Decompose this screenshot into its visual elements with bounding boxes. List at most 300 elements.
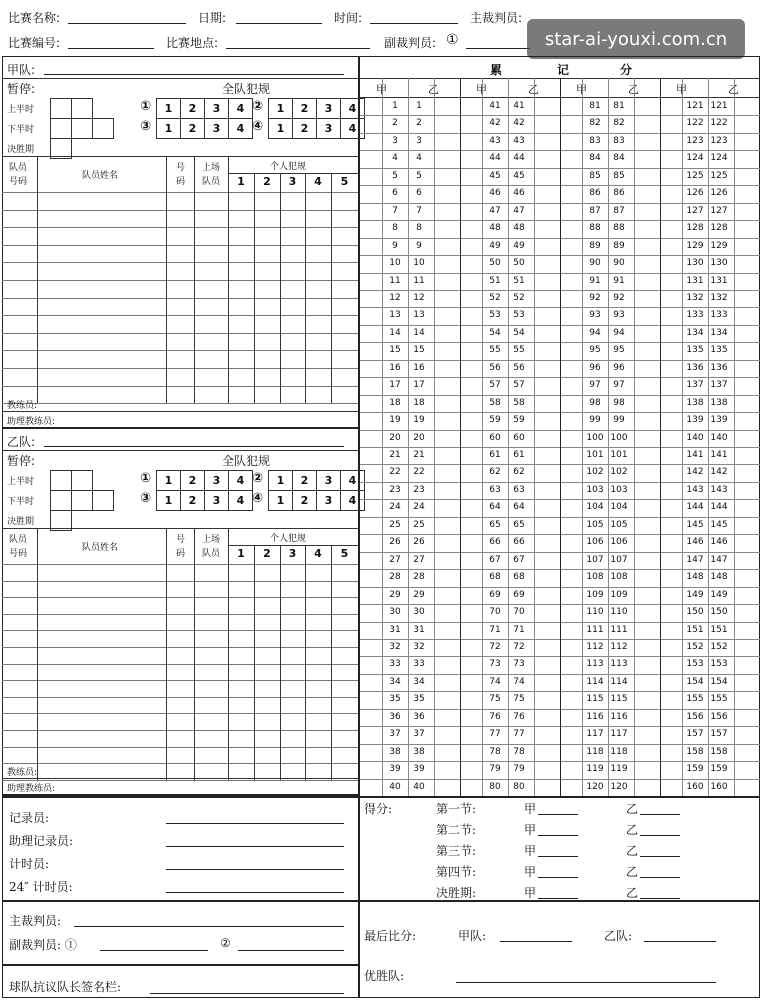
team_b-player-row[interactable] bbox=[2, 647, 358, 664]
team_a-team-foul-4-2[interactable]: 2 bbox=[292, 118, 317, 139]
team_a-timeout-box[interactable] bbox=[71, 98, 93, 119]
score-point-a-43[interactable]: 43 bbox=[489, 135, 501, 146]
score-point-a-64[interactable]: 64 bbox=[489, 502, 501, 513]
score-point-b-45[interactable]: 45 bbox=[513, 170, 525, 181]
score-point-a-115[interactable]: 115 bbox=[586, 694, 604, 705]
team_a-team-foul-3-3[interactable]: 3 bbox=[204, 118, 229, 139]
score-point-a-26[interactable]: 26 bbox=[389, 537, 401, 548]
score-point-a-15[interactable]: 15 bbox=[389, 345, 401, 356]
score-point-b-151[interactable]: 151 bbox=[710, 624, 728, 635]
team_a-team-foul-4-1[interactable]: 1 bbox=[268, 118, 293, 139]
score-point-a-14[interactable]: 14 bbox=[389, 327, 401, 338]
score-point-a-154[interactable]: 154 bbox=[686, 676, 704, 687]
score-point-b-12[interactable]: 12 bbox=[413, 292, 425, 303]
score-point-a-135[interactable]: 135 bbox=[686, 345, 704, 356]
score-point-b-72[interactable]: 72 bbox=[513, 641, 525, 652]
score-point-b-143[interactable]: 143 bbox=[710, 484, 728, 495]
score-point-a-148[interactable]: 148 bbox=[686, 572, 704, 583]
score-point-a-125[interactable]: 125 bbox=[686, 170, 704, 181]
team_b-timeout-box[interactable] bbox=[92, 490, 114, 511]
score-point-a-129[interactable]: 129 bbox=[686, 240, 704, 251]
score-point-a-63[interactable]: 63 bbox=[489, 484, 501, 495]
score-point-b-145[interactable]: 145 bbox=[710, 519, 728, 530]
score-point-b-40[interactable]: 40 bbox=[413, 781, 425, 792]
score-point-b-33[interactable]: 33 bbox=[413, 659, 425, 670]
scorer-field[interactable] bbox=[166, 823, 344, 824]
score-point-a-147[interactable]: 147 bbox=[686, 554, 704, 565]
team_b-team-foul-1-4[interactable]: 4 bbox=[228, 470, 253, 491]
score-point-a-111[interactable]: 111 bbox=[586, 624, 604, 635]
score-point-b-46[interactable]: 46 bbox=[513, 188, 525, 199]
location-field[interactable] bbox=[226, 48, 370, 49]
score-point-a-32[interactable]: 32 bbox=[389, 641, 401, 652]
score-point-b-44[interactable]: 44 bbox=[513, 153, 525, 164]
score-point-b-158[interactable]: 158 bbox=[710, 746, 728, 757]
score-point-a-131[interactable]: 131 bbox=[686, 275, 704, 286]
score-point-a-146[interactable]: 146 bbox=[686, 537, 704, 548]
team_b-team-foul-3-1[interactable]: 1 bbox=[156, 490, 181, 511]
score-point-a-55[interactable]: 55 bbox=[489, 345, 501, 356]
score-point-a-155[interactable]: 155 bbox=[686, 694, 704, 705]
score-point-a-90[interactable]: 90 bbox=[589, 258, 601, 269]
score-point-b-105[interactable]: 105 bbox=[610, 519, 628, 530]
score-point-a-9[interactable]: 9 bbox=[392, 240, 398, 251]
score-point-b-10[interactable]: 10 bbox=[413, 258, 425, 269]
score-point-b-111[interactable]: 111 bbox=[610, 624, 628, 635]
team_a-name-field[interactable] bbox=[44, 74, 344, 75]
score-point-a-134[interactable]: 134 bbox=[686, 327, 704, 338]
score-point-a-66[interactable]: 66 bbox=[489, 537, 501, 548]
score-point-a-25[interactable]: 25 bbox=[389, 519, 401, 530]
score-point-b-35[interactable]: 35 bbox=[413, 694, 425, 705]
umpire-1-field[interactable] bbox=[466, 48, 530, 49]
score-point-a-44[interactable]: 44 bbox=[489, 153, 501, 164]
team_b-team-foul-3-2[interactable]: 2 bbox=[180, 490, 205, 511]
score-point-a-158[interactable]: 158 bbox=[686, 746, 704, 757]
score-point-b-109[interactable]: 109 bbox=[610, 589, 628, 600]
score-point-a-47[interactable]: 47 bbox=[489, 205, 501, 216]
winner-field[interactable] bbox=[456, 982, 716, 983]
team_b-team-foul-2-3[interactable]: 3 bbox=[316, 470, 341, 491]
score-point-a-109[interactable]: 109 bbox=[586, 589, 604, 600]
score-point-b-149[interactable]: 149 bbox=[710, 589, 728, 600]
score-point-a-153[interactable]: 153 bbox=[686, 659, 704, 670]
score-point-a-68[interactable]: 68 bbox=[489, 572, 501, 583]
score-point-b-22[interactable]: 22 bbox=[413, 467, 425, 478]
score-point-b-98[interactable]: 98 bbox=[613, 397, 625, 408]
score-point-b-140[interactable]: 140 bbox=[710, 432, 728, 443]
protest-field[interactable] bbox=[150, 993, 344, 994]
score-point-b-153[interactable]: 153 bbox=[710, 659, 728, 670]
score-point-a-156[interactable]: 156 bbox=[686, 711, 704, 722]
score-point-b-62[interactable]: 62 bbox=[513, 467, 525, 478]
score-point-a-20[interactable]: 20 bbox=[389, 432, 401, 443]
score-point-b-118[interactable]: 118 bbox=[610, 746, 628, 757]
assistant-scorer-field[interactable] bbox=[166, 846, 344, 847]
score-point-b-36[interactable]: 36 bbox=[413, 711, 425, 722]
score-point-a-94[interactable]: 94 bbox=[589, 327, 601, 338]
score-point-b-26[interactable]: 26 bbox=[413, 537, 425, 548]
score-point-b-4[interactable]: 4 bbox=[416, 153, 422, 164]
score-point-b-92[interactable]: 92 bbox=[613, 292, 625, 303]
quarter-3-b-field[interactable] bbox=[640, 856, 680, 857]
team_a-player-row[interactable] bbox=[2, 333, 358, 351]
team_a-team-foul-2-1[interactable]: 1 bbox=[268, 98, 293, 119]
score-point-a-96[interactable]: 96 bbox=[589, 362, 601, 373]
score-point-a-136[interactable]: 136 bbox=[686, 362, 704, 373]
team_a-player-row[interactable] bbox=[2, 245, 358, 263]
score-point-b-87[interactable]: 87 bbox=[613, 205, 625, 216]
team_a-player-row[interactable] bbox=[2, 298, 358, 316]
score-point-b-103[interactable]: 103 bbox=[610, 484, 628, 495]
score-point-a-74[interactable]: 74 bbox=[489, 676, 501, 687]
score-point-b-20[interactable]: 20 bbox=[413, 432, 425, 443]
score-point-a-41[interactable]: 41 bbox=[489, 101, 501, 111]
score-point-a-30[interactable]: 30 bbox=[389, 607, 401, 618]
score-point-a-56[interactable]: 56 bbox=[489, 362, 501, 373]
score-point-a-139[interactable]: 139 bbox=[686, 415, 704, 426]
score-point-b-102[interactable]: 102 bbox=[610, 467, 628, 478]
score-point-a-157[interactable]: 157 bbox=[686, 729, 704, 740]
score-point-a-144[interactable]: 144 bbox=[686, 502, 704, 513]
score-point-b-128[interactable]: 128 bbox=[710, 223, 728, 234]
score-point-b-71[interactable]: 71 bbox=[513, 624, 525, 635]
score-point-a-29[interactable]: 29 bbox=[389, 589, 401, 600]
score-point-a-126[interactable]: 126 bbox=[686, 188, 704, 199]
score-point-b-68[interactable]: 68 bbox=[513, 572, 525, 583]
score-point-b-73[interactable]: 73 bbox=[513, 659, 525, 670]
score-point-a-22[interactable]: 22 bbox=[389, 467, 401, 478]
score-point-b-121[interactable]: 121 bbox=[710, 101, 728, 111]
score-point-a-59[interactable]: 59 bbox=[489, 415, 501, 426]
score-point-b-65[interactable]: 65 bbox=[513, 519, 525, 530]
score-point-b-21[interactable]: 21 bbox=[413, 450, 425, 460]
score-point-a-117[interactable]: 117 bbox=[586, 729, 604, 740]
score-point-b-159[interactable]: 159 bbox=[710, 764, 728, 775]
score-point-a-17[interactable]: 17 bbox=[389, 380, 401, 391]
score-point-b-39[interactable]: 39 bbox=[413, 764, 425, 775]
score-point-b-47[interactable]: 47 bbox=[513, 205, 525, 216]
score-point-b-85[interactable]: 85 bbox=[613, 170, 625, 181]
score-point-b-11[interactable]: 11 bbox=[413, 275, 425, 286]
score-point-b-61[interactable]: 61 bbox=[513, 450, 525, 460]
quarter-3-a-field[interactable] bbox=[538, 856, 578, 857]
quarter-5-a-field[interactable] bbox=[538, 898, 578, 899]
score-point-a-70[interactable]: 70 bbox=[489, 607, 501, 618]
score-point-a-24[interactable]: 24 bbox=[389, 502, 401, 513]
score-point-a-81[interactable]: 81 bbox=[589, 101, 601, 111]
score-point-b-136[interactable]: 136 bbox=[710, 362, 728, 373]
team_b-team-foul-1-1[interactable]: 1 bbox=[156, 470, 181, 491]
score-point-b-7[interactable]: 7 bbox=[416, 205, 422, 216]
score-point-b-74[interactable]: 74 bbox=[513, 676, 525, 687]
score-point-b-70[interactable]: 70 bbox=[513, 607, 525, 618]
score-point-a-87[interactable]: 87 bbox=[589, 205, 601, 216]
time-field[interactable] bbox=[370, 23, 458, 24]
score-point-a-105[interactable]: 105 bbox=[586, 519, 604, 530]
date-field[interactable] bbox=[236, 23, 322, 24]
score-point-b-30[interactable]: 30 bbox=[413, 607, 425, 618]
team_a-player-row[interactable] bbox=[2, 280, 358, 298]
team_b-player-row[interactable] bbox=[2, 680, 358, 697]
score-point-a-79[interactable]: 79 bbox=[489, 764, 501, 775]
score-point-b-125[interactable]: 125 bbox=[710, 170, 728, 181]
score-point-a-38[interactable]: 38 bbox=[389, 746, 401, 757]
score-point-a-159[interactable]: 159 bbox=[686, 764, 704, 775]
score-point-a-52[interactable]: 52 bbox=[489, 292, 501, 303]
score-point-a-12[interactable]: 12 bbox=[389, 292, 401, 303]
score-point-b-131[interactable]: 131 bbox=[710, 275, 728, 286]
score-point-b-130[interactable]: 130 bbox=[710, 258, 728, 269]
score-point-a-137[interactable]: 137 bbox=[686, 380, 704, 391]
score-point-b-100[interactable]: 100 bbox=[610, 432, 628, 443]
team_a-team-foul-1-2[interactable]: 2 bbox=[180, 98, 205, 119]
score-point-a-76[interactable]: 76 bbox=[489, 711, 501, 722]
score-point-b-69[interactable]: 69 bbox=[513, 589, 525, 600]
score-point-b-19[interactable]: 19 bbox=[413, 415, 425, 426]
team_a-timeout-box[interactable] bbox=[92, 118, 114, 139]
score-point-b-127[interactable]: 127 bbox=[710, 205, 728, 216]
score-point-b-124[interactable]: 124 bbox=[710, 153, 728, 164]
score-point-a-46[interactable]: 46 bbox=[489, 188, 501, 199]
score-point-b-132[interactable]: 132 bbox=[710, 292, 728, 303]
score-point-b-24[interactable]: 24 bbox=[413, 502, 425, 513]
score-point-b-116[interactable]: 116 bbox=[610, 711, 628, 722]
score-point-a-71[interactable]: 71 bbox=[489, 624, 501, 635]
score-point-b-138[interactable]: 138 bbox=[710, 397, 728, 408]
score-point-a-142[interactable]: 142 bbox=[686, 467, 704, 478]
score-point-a-116[interactable]: 116 bbox=[586, 711, 604, 722]
score-point-a-72[interactable]: 72 bbox=[489, 641, 501, 652]
score-point-b-54[interactable]: 54 bbox=[513, 327, 525, 338]
score-point-a-106[interactable]: 106 bbox=[586, 537, 604, 548]
team_b-team-foul-4-2[interactable]: 2 bbox=[292, 490, 317, 511]
score-point-b-126[interactable]: 126 bbox=[710, 188, 728, 199]
score-point-a-62[interactable]: 62 bbox=[489, 467, 501, 478]
score-point-b-29[interactable]: 29 bbox=[413, 589, 425, 600]
score-point-a-121[interactable]: 121 bbox=[686, 101, 704, 111]
score-point-b-97[interactable]: 97 bbox=[613, 380, 625, 391]
score-point-b-156[interactable]: 156 bbox=[710, 711, 728, 722]
score-point-b-155[interactable]: 155 bbox=[710, 694, 728, 705]
score-point-b-115[interactable]: 115 bbox=[610, 694, 628, 705]
team_a-player-row[interactable] bbox=[2, 386, 358, 404]
score-point-a-83[interactable]: 83 bbox=[589, 135, 601, 146]
score-point-b-91[interactable]: 91 bbox=[613, 275, 625, 286]
score-point-a-21[interactable]: 21 bbox=[389, 450, 401, 460]
score-point-a-110[interactable]: 110 bbox=[586, 607, 604, 618]
score-point-b-51[interactable]: 51 bbox=[513, 275, 525, 286]
score-point-a-95[interactable]: 95 bbox=[589, 345, 601, 356]
score-point-a-65[interactable]: 65 bbox=[489, 519, 501, 530]
score-point-a-5[interactable]: 5 bbox=[392, 170, 398, 181]
team_a-team-foul-1-3[interactable]: 3 bbox=[204, 98, 229, 119]
team_b-team-foul-3-4[interactable]: 4 bbox=[228, 490, 253, 511]
team_b-player-row[interactable] bbox=[2, 730, 358, 747]
score-point-a-48[interactable]: 48 bbox=[489, 223, 501, 234]
shot-clock-field[interactable] bbox=[166, 892, 344, 893]
score-point-b-123[interactable]: 123 bbox=[710, 135, 728, 146]
score-point-b-42[interactable]: 42 bbox=[513, 118, 525, 129]
score-point-b-86[interactable]: 86 bbox=[613, 188, 625, 199]
official-umpire-1-field[interactable] bbox=[100, 950, 208, 951]
team_b-team-foul-4-1[interactable]: 1 bbox=[268, 490, 293, 511]
score-point-b-56[interactable]: 56 bbox=[513, 362, 525, 373]
score-point-a-133[interactable]: 133 bbox=[686, 310, 704, 321]
score-point-a-28[interactable]: 28 bbox=[389, 572, 401, 583]
score-point-b-53[interactable]: 53 bbox=[513, 310, 525, 321]
score-point-b-120[interactable]: 120 bbox=[610, 781, 628, 792]
score-point-a-13[interactable]: 13 bbox=[389, 310, 401, 321]
score-point-b-25[interactable]: 25 bbox=[413, 519, 425, 530]
score-point-a-42[interactable]: 42 bbox=[489, 118, 501, 129]
score-point-b-66[interactable]: 66 bbox=[513, 537, 525, 548]
score-point-b-32[interactable]: 32 bbox=[413, 641, 425, 652]
score-point-a-1[interactable]: 1 bbox=[392, 101, 398, 111]
score-point-b-55[interactable]: 55 bbox=[513, 345, 525, 356]
score-point-b-81[interactable]: 81 bbox=[613, 101, 625, 111]
team_a-team-foul-3-4[interactable]: 4 bbox=[228, 118, 253, 139]
score-point-a-127[interactable]: 127 bbox=[686, 205, 704, 216]
team_a-team-foul-1-4[interactable]: 4 bbox=[228, 98, 253, 119]
score-point-a-7[interactable]: 7 bbox=[392, 205, 398, 216]
score-point-a-54[interactable]: 54 bbox=[489, 327, 501, 338]
score-point-a-8[interactable]: 8 bbox=[392, 223, 398, 234]
timer-field[interactable] bbox=[166, 869, 344, 870]
team_b-name-field[interactable] bbox=[44, 446, 344, 447]
score-point-b-96[interactable]: 96 bbox=[613, 362, 625, 373]
team_b-timeout-box[interactable] bbox=[50, 490, 72, 511]
team_b-team-foul-1-3[interactable]: 3 bbox=[204, 470, 229, 491]
score-point-a-128[interactable]: 128 bbox=[686, 223, 704, 234]
score-point-a-11[interactable]: 11 bbox=[389, 275, 401, 286]
score-point-b-157[interactable]: 157 bbox=[710, 729, 728, 740]
score-point-a-6[interactable]: 6 bbox=[392, 188, 398, 199]
quarter-1-a-field[interactable] bbox=[538, 814, 578, 815]
score-point-a-138[interactable]: 138 bbox=[686, 397, 704, 408]
team_a-timeout-box[interactable] bbox=[50, 98, 72, 119]
score-point-b-76[interactable]: 76 bbox=[513, 711, 525, 722]
team_a-team-foul-2-3[interactable]: 3 bbox=[316, 98, 341, 119]
score-point-b-114[interactable]: 114 bbox=[610, 676, 628, 687]
score-point-a-93[interactable]: 93 bbox=[589, 310, 601, 321]
score-point-b-94[interactable]: 94 bbox=[613, 327, 625, 338]
score-point-a-53[interactable]: 53 bbox=[489, 310, 501, 321]
quarter-2-b-field[interactable] bbox=[640, 835, 680, 836]
team_b-team-foul-2-2[interactable]: 2 bbox=[292, 470, 317, 491]
quarter-4-a-field[interactable] bbox=[538, 877, 578, 878]
score-point-a-88[interactable]: 88 bbox=[589, 223, 601, 234]
score-point-a-152[interactable]: 152 bbox=[686, 641, 704, 652]
score-point-a-100[interactable]: 100 bbox=[586, 432, 604, 443]
score-point-a-39[interactable]: 39 bbox=[389, 764, 401, 775]
score-point-b-133[interactable]: 133 bbox=[710, 310, 728, 321]
score-point-a-69[interactable]: 69 bbox=[489, 589, 501, 600]
score-point-a-58[interactable]: 58 bbox=[489, 397, 501, 408]
team_a-team-foul-3-2[interactable]: 2 bbox=[180, 118, 205, 139]
score-point-b-112[interactable]: 112 bbox=[610, 641, 628, 652]
score-point-a-145[interactable]: 145 bbox=[686, 519, 704, 530]
score-point-b-17[interactable]: 17 bbox=[413, 380, 425, 391]
score-point-b-137[interactable]: 137 bbox=[710, 380, 728, 391]
score-point-b-80[interactable]: 80 bbox=[513, 781, 525, 792]
score-point-a-99[interactable]: 99 bbox=[589, 415, 601, 426]
team_b-player-row[interactable] bbox=[2, 581, 358, 598]
team_a-player-row[interactable] bbox=[2, 227, 358, 245]
score-point-a-123[interactable]: 123 bbox=[686, 135, 704, 146]
match-no-field[interactable] bbox=[68, 48, 154, 49]
score-point-b-1[interactable]: 1 bbox=[416, 101, 422, 111]
score-point-b-129[interactable]: 129 bbox=[710, 240, 728, 251]
score-point-a-3[interactable]: 3 bbox=[392, 135, 398, 146]
score-point-a-37[interactable]: 37 bbox=[389, 729, 401, 740]
score-point-b-34[interactable]: 34 bbox=[413, 676, 425, 687]
score-point-a-77[interactable]: 77 bbox=[489, 729, 501, 740]
score-point-a-107[interactable]: 107 bbox=[586, 554, 604, 565]
score-point-a-2[interactable]: 2 bbox=[392, 118, 398, 129]
score-point-b-5[interactable]: 5 bbox=[416, 170, 422, 181]
score-point-b-89[interactable]: 89 bbox=[613, 240, 625, 251]
score-point-b-90[interactable]: 90 bbox=[613, 258, 625, 269]
score-point-a-130[interactable]: 130 bbox=[686, 258, 704, 269]
score-point-a-36[interactable]: 36 bbox=[389, 711, 401, 722]
score-point-b-38[interactable]: 38 bbox=[413, 746, 425, 757]
score-point-b-23[interactable]: 23 bbox=[413, 484, 425, 495]
score-point-b-108[interactable]: 108 bbox=[610, 572, 628, 583]
score-point-b-64[interactable]: 64 bbox=[513, 502, 525, 513]
score-point-b-88[interactable]: 88 bbox=[613, 223, 625, 234]
score-point-b-99[interactable]: 99 bbox=[613, 415, 625, 426]
score-point-a-27[interactable]: 27 bbox=[389, 554, 401, 565]
score-point-a-84[interactable]: 84 bbox=[589, 153, 601, 164]
score-point-a-51[interactable]: 51 bbox=[489, 275, 501, 286]
score-point-a-18[interactable]: 18 bbox=[389, 397, 401, 408]
score-point-a-80[interactable]: 80 bbox=[489, 781, 501, 792]
team_b-player-row[interactable] bbox=[2, 564, 358, 581]
team_b-player-row[interactable] bbox=[2, 597, 358, 614]
quarter-5-b-field[interactable] bbox=[640, 898, 680, 899]
score-point-b-77[interactable]: 77 bbox=[513, 729, 525, 740]
score-point-a-102[interactable]: 102 bbox=[586, 467, 604, 478]
score-point-a-160[interactable]: 160 bbox=[686, 781, 704, 792]
score-point-b-122[interactable]: 122 bbox=[710, 118, 728, 129]
score-point-b-67[interactable]: 67 bbox=[513, 554, 525, 565]
score-point-a-101[interactable]: 101 bbox=[586, 450, 604, 460]
score-point-a-151[interactable]: 151 bbox=[686, 624, 704, 635]
score-point-a-108[interactable]: 108 bbox=[586, 572, 604, 583]
team_a-player-row[interactable] bbox=[2, 368, 358, 386]
score-point-b-142[interactable]: 142 bbox=[710, 467, 728, 478]
team_a-team-foul-3-1[interactable]: 1 bbox=[156, 118, 181, 139]
score-point-b-95[interactable]: 95 bbox=[613, 345, 625, 356]
official-referee-field[interactable] bbox=[74, 926, 344, 927]
score-point-a-119[interactable]: 119 bbox=[586, 764, 604, 775]
team_b-player-row[interactable] bbox=[2, 614, 358, 631]
team_b-player-row[interactable] bbox=[2, 747, 358, 764]
score-point-b-41[interactable]: 41 bbox=[513, 101, 525, 111]
score-point-b-9[interactable]: 9 bbox=[416, 240, 422, 251]
score-point-a-82[interactable]: 82 bbox=[589, 118, 601, 129]
score-point-b-150[interactable]: 150 bbox=[710, 607, 728, 618]
score-point-b-106[interactable]: 106 bbox=[610, 537, 628, 548]
score-point-b-43[interactable]: 43 bbox=[513, 135, 525, 146]
team_b-timeout-box[interactable] bbox=[71, 470, 93, 491]
team_a-team-foul-1-1[interactable]: 1 bbox=[156, 98, 181, 119]
score-point-a-78[interactable]: 78 bbox=[489, 746, 501, 757]
score-point-b-27[interactable]: 27 bbox=[413, 554, 425, 565]
score-point-b-104[interactable]: 104 bbox=[610, 502, 628, 513]
team_b-player-row[interactable] bbox=[2, 630, 358, 647]
